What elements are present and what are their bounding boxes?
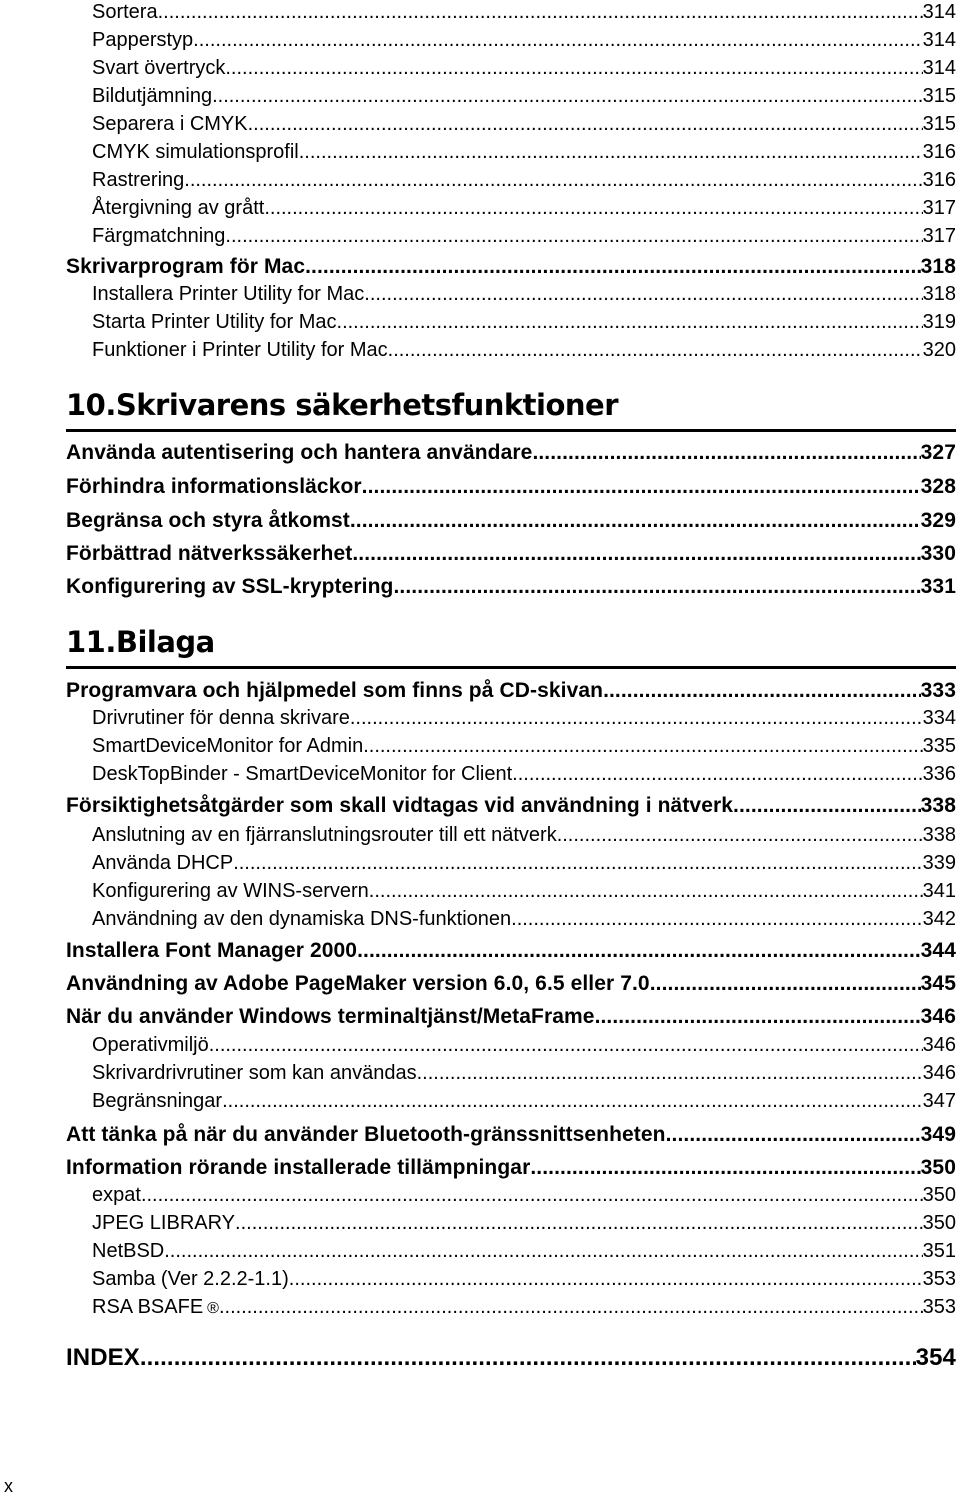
toc-entry-page: 350	[920, 1156, 956, 1179]
toc-entry-page: 316	[922, 141, 956, 163]
toc-entry-title: Samba (Ver 2.2.2-1.1)	[92, 1268, 289, 1290]
toc-entry-title: expat	[92, 1184, 141, 1206]
toc-entry-page: 346	[922, 1062, 956, 1084]
toc-entry-title: Papperstyp	[92, 29, 194, 51]
dot-leader	[393, 576, 920, 597]
dot-leader	[350, 708, 923, 728]
dot-leader	[299, 142, 923, 162]
toc-entry-page: 349	[920, 1123, 956, 1146]
dot-leader	[603, 680, 921, 701]
page-number: x	[4, 1476, 13, 1496]
dot-leader	[164, 1241, 922, 1261]
toc-entry-title: CMYK simulationsprofil	[92, 141, 299, 163]
toc-entry-page: 354	[915, 1344, 956, 1371]
toc-entry-page: 344	[920, 939, 956, 962]
toc-entry-title: Programvara och hjälpmedel som finns på CD-skivan	[66, 679, 604, 702]
toc-entry-title: Att tänka på när du använder Bluetooth-gränssnittsenheten	[66, 1123, 666, 1146]
dot-leader	[225, 58, 922, 78]
dot-leader	[212, 86, 923, 106]
toc-entry-title: Användning av den dynamiska DNS-funktionen	[92, 908, 512, 930]
toc-entry-title: Operativmiljö	[92, 1034, 209, 1056]
chapter-heading: 10.Skrivarens säkerhetsfunktioner	[66, 388, 619, 422]
toc-entry-page: 335	[922, 735, 956, 757]
toc-entry-title: RSA BSAFE	[92, 1296, 204, 1318]
toc-entry[interactable]	[92, 86, 956, 106]
toc-entry[interactable]	[92, 198, 956, 218]
toc-entry-title: Installera Printer Utility for Mac	[92, 283, 365, 305]
toc-entry[interactable]	[92, 30, 956, 50]
dot-leader	[363, 736, 922, 756]
toc-entry-page: 334	[922, 707, 956, 729]
toc-entry[interactable]	[66, 543, 956, 564]
dot-leader	[595, 1006, 921, 1027]
toc-entry-title: Färgmatchning	[92, 225, 226, 247]
toc-entry-page: 346	[922, 1034, 956, 1056]
toc-entry-title: Separera i CMYK	[92, 113, 248, 135]
toc-entry-page: 341	[922, 880, 956, 902]
toc-entry[interactable]	[66, 576, 956, 597]
toc-entry-page: 314	[922, 29, 956, 51]
toc-entry-title: Installera Font Manager 2000	[66, 939, 358, 962]
toc-entry[interactable]	[92, 764, 956, 784]
dot-leader	[225, 226, 922, 246]
toc-entry-title: NetBSD	[92, 1240, 165, 1262]
toc-entry-page: 353	[922, 1268, 956, 1290]
toc-entry[interactable]	[92, 909, 956, 929]
toc-entry-title: Återgivning av grått	[92, 197, 265, 219]
toc-entry-page: 339	[922, 852, 956, 874]
dot-leader	[305, 256, 921, 277]
dot-leader	[209, 1035, 923, 1055]
toc-entry[interactable]	[66, 442, 956, 463]
toc-entry-page: 350	[922, 1184, 956, 1206]
dot-leader	[289, 1269, 923, 1289]
toc-entry[interactable]	[92, 312, 956, 332]
toc-entry-page: 319	[922, 311, 956, 333]
toc-entry-title: Skrivardrivrutiner som kan användas	[92, 1062, 417, 1084]
toc-entry[interactable]	[92, 284, 956, 304]
toc-entry-page: 347	[922, 1090, 956, 1112]
dot-leader	[512, 764, 922, 784]
toc-entry[interactable]	[92, 708, 956, 728]
toc-entry[interactable]	[92, 1241, 956, 1261]
toc-entry[interactable]	[66, 1157, 956, 1178]
toc-entry-title: SmartDeviceMonitor for Admin	[92, 735, 364, 757]
dot-leader	[532, 442, 920, 463]
toc-entry[interactable]	[92, 736, 956, 756]
toc-entry[interactable]	[66, 1006, 956, 1027]
toc-entry[interactable]	[92, 2, 956, 22]
toc-entry[interactable]	[66, 680, 956, 701]
toc-entry[interactable]	[66, 973, 956, 994]
toc-entry[interactable]	[66, 256, 956, 277]
toc-entry[interactable]	[92, 142, 956, 162]
toc-entry-title: Funktioner i Printer Utility for Mac	[92, 339, 388, 361]
dot-leader	[141, 1185, 923, 1205]
dot-leader	[193, 30, 922, 50]
toc-entry-title: Svart övertryck	[92, 57, 226, 79]
dot-leader	[362, 476, 921, 497]
toc-entry[interactable]	[92, 881, 956, 901]
toc-entry-title: JPEG LIBRARY	[92, 1212, 236, 1234]
toc-entry-page: 317	[922, 225, 956, 247]
toc-entry-page: 353	[922, 1296, 956, 1318]
dot-leader	[417, 1063, 923, 1083]
toc-entry-page: 345	[920, 972, 956, 995]
toc-entry-title: Försiktighetsåtgärder som skall vidtagas vid användning i nätverk	[66, 794, 734, 817]
toc-entry[interactable]	[66, 476, 956, 497]
toc-entry-title: Begränsa och styra åtkomst	[66, 509, 350, 532]
toc-entry-title: Användning av Adobe PageMaker version 6.0, 6.5 eller 7.0	[66, 972, 650, 995]
toc-entry[interactable]	[66, 940, 956, 961]
registered-trademark-symbol: ®	[207, 1300, 219, 1317]
toc-entry-page: 315	[922, 113, 956, 135]
toc-entry-title: Anslutning av en fjärranslutningsrouter till ett nätverk	[92, 824, 557, 846]
toc-entry-title: Använda autentisering och hantera användare	[66, 441, 533, 464]
toc-entry-title: Rastrering	[92, 169, 185, 191]
toc-entry-page: 314	[922, 57, 956, 79]
toc-entry-title: Starta Printer Utility for Mac	[92, 311, 337, 333]
toc-entry-page: 317	[922, 197, 956, 219]
toc-index-entry[interactable]	[66, 1346, 956, 1370]
dot-leader	[219, 1297, 923, 1317]
toc-entry-page: 316	[922, 169, 956, 191]
dot-leader	[666, 1124, 921, 1145]
toc-entry[interactable]	[92, 340, 956, 360]
dot-leader	[369, 881, 923, 901]
toc-entry-page: 318	[922, 283, 956, 305]
toc-entry-page: 336	[922, 763, 956, 785]
toc-entry-title: DeskTopBinder - SmartDeviceMonitor for Client	[92, 763, 513, 785]
toc-entry-page: 346	[920, 1005, 956, 1028]
toc-entry-title: Konfigurering av SSL-kryptering	[66, 575, 394, 598]
dot-leader	[357, 940, 921, 961]
toc-entry-title: Bildutjämning	[92, 85, 213, 107]
toc-entry[interactable]	[92, 1297, 956, 1317]
toc-entry-page: 350	[922, 1212, 956, 1234]
toc-entry[interactable]	[66, 1124, 956, 1145]
toc-entry-page: 327	[920, 441, 956, 464]
toc-entry-title: När du använder Windows terminaltjänst/MetaFrame	[66, 1005, 595, 1028]
toc-entry-page: 333	[920, 679, 956, 702]
dot-leader	[511, 909, 922, 929]
dot-leader	[388, 340, 923, 360]
dot-leader	[184, 170, 922, 190]
toc-entry-title: Information rörande installerade tillämpningar	[66, 1156, 531, 1179]
toc-entry-page: 328	[920, 475, 956, 498]
toc-entry-title: Begränsningar	[92, 1090, 223, 1112]
chapter-heading: 11.Bilaga	[66, 625, 215, 659]
chapter-rule	[66, 429, 956, 432]
toc-entry-title: Konfigurering av WINS-servern	[92, 880, 369, 902]
toc-entry-title: Förbättrad nätverkssäkerhet	[66, 542, 353, 565]
dot-leader	[264, 198, 922, 218]
toc-entry-page: 351	[922, 1240, 956, 1262]
toc-entry[interactable]	[92, 1213, 956, 1233]
toc-entry[interactable]	[92, 825, 956, 845]
dot-leader	[350, 510, 921, 531]
dot-leader	[352, 543, 920, 564]
toc-entry[interactable]	[92, 170, 956, 190]
toc-entry-page: 338	[920, 794, 956, 817]
toc-entry-title: Förhindra informationsläckor	[66, 475, 362, 498]
dot-leader	[337, 312, 923, 332]
toc-entry[interactable]	[92, 1185, 956, 1205]
toc-entry[interactable]	[92, 226, 956, 246]
dot-leader	[140, 1346, 916, 1370]
toc-entry[interactable]	[66, 795, 956, 816]
toc-entry-title: Använda DHCP	[92, 852, 234, 874]
toc-entry-page: 331	[920, 575, 956, 598]
toc-entry-page: 320	[922, 339, 956, 361]
dot-leader	[222, 1091, 923, 1111]
toc-entry[interactable]	[92, 58, 956, 78]
toc-entry[interactable]	[92, 114, 956, 134]
toc-entry[interactable]	[92, 1063, 956, 1083]
toc-entry-page: 315	[922, 85, 956, 107]
dot-leader	[233, 853, 922, 873]
toc-entry[interactable]	[92, 1035, 956, 1055]
toc-entry[interactable]	[66, 510, 956, 531]
toc-entry-page: 338	[922, 824, 956, 846]
toc-entry-title: Drivrutiner för denna skrivare	[92, 707, 350, 729]
dot-leader	[158, 2, 923, 22]
toc-entry-title: Sortera	[92, 1, 158, 23]
dot-leader	[364, 284, 922, 304]
toc-entry-page: 329	[920, 509, 956, 532]
dot-leader	[530, 1157, 920, 1178]
dot-leader	[235, 1213, 923, 1233]
toc-entry[interactable]	[92, 853, 956, 873]
toc-entry-title: Skrivarprogram för Mac	[66, 255, 306, 278]
toc-entry-page: 330	[920, 542, 956, 565]
chapter-rule	[66, 666, 956, 669]
toc-entry-title: INDEX	[66, 1344, 140, 1371]
toc-entry-page: 342	[922, 908, 956, 930]
toc-entry-page: 318	[920, 255, 956, 278]
toc-entry[interactable]	[92, 1269, 956, 1289]
toc-entry[interactable]	[92, 1091, 956, 1111]
dot-leader	[557, 825, 923, 845]
dot-leader	[650, 973, 921, 994]
toc-entry-page: 314	[922, 1, 956, 23]
dot-leader	[733, 795, 921, 816]
dot-leader	[248, 114, 923, 134]
